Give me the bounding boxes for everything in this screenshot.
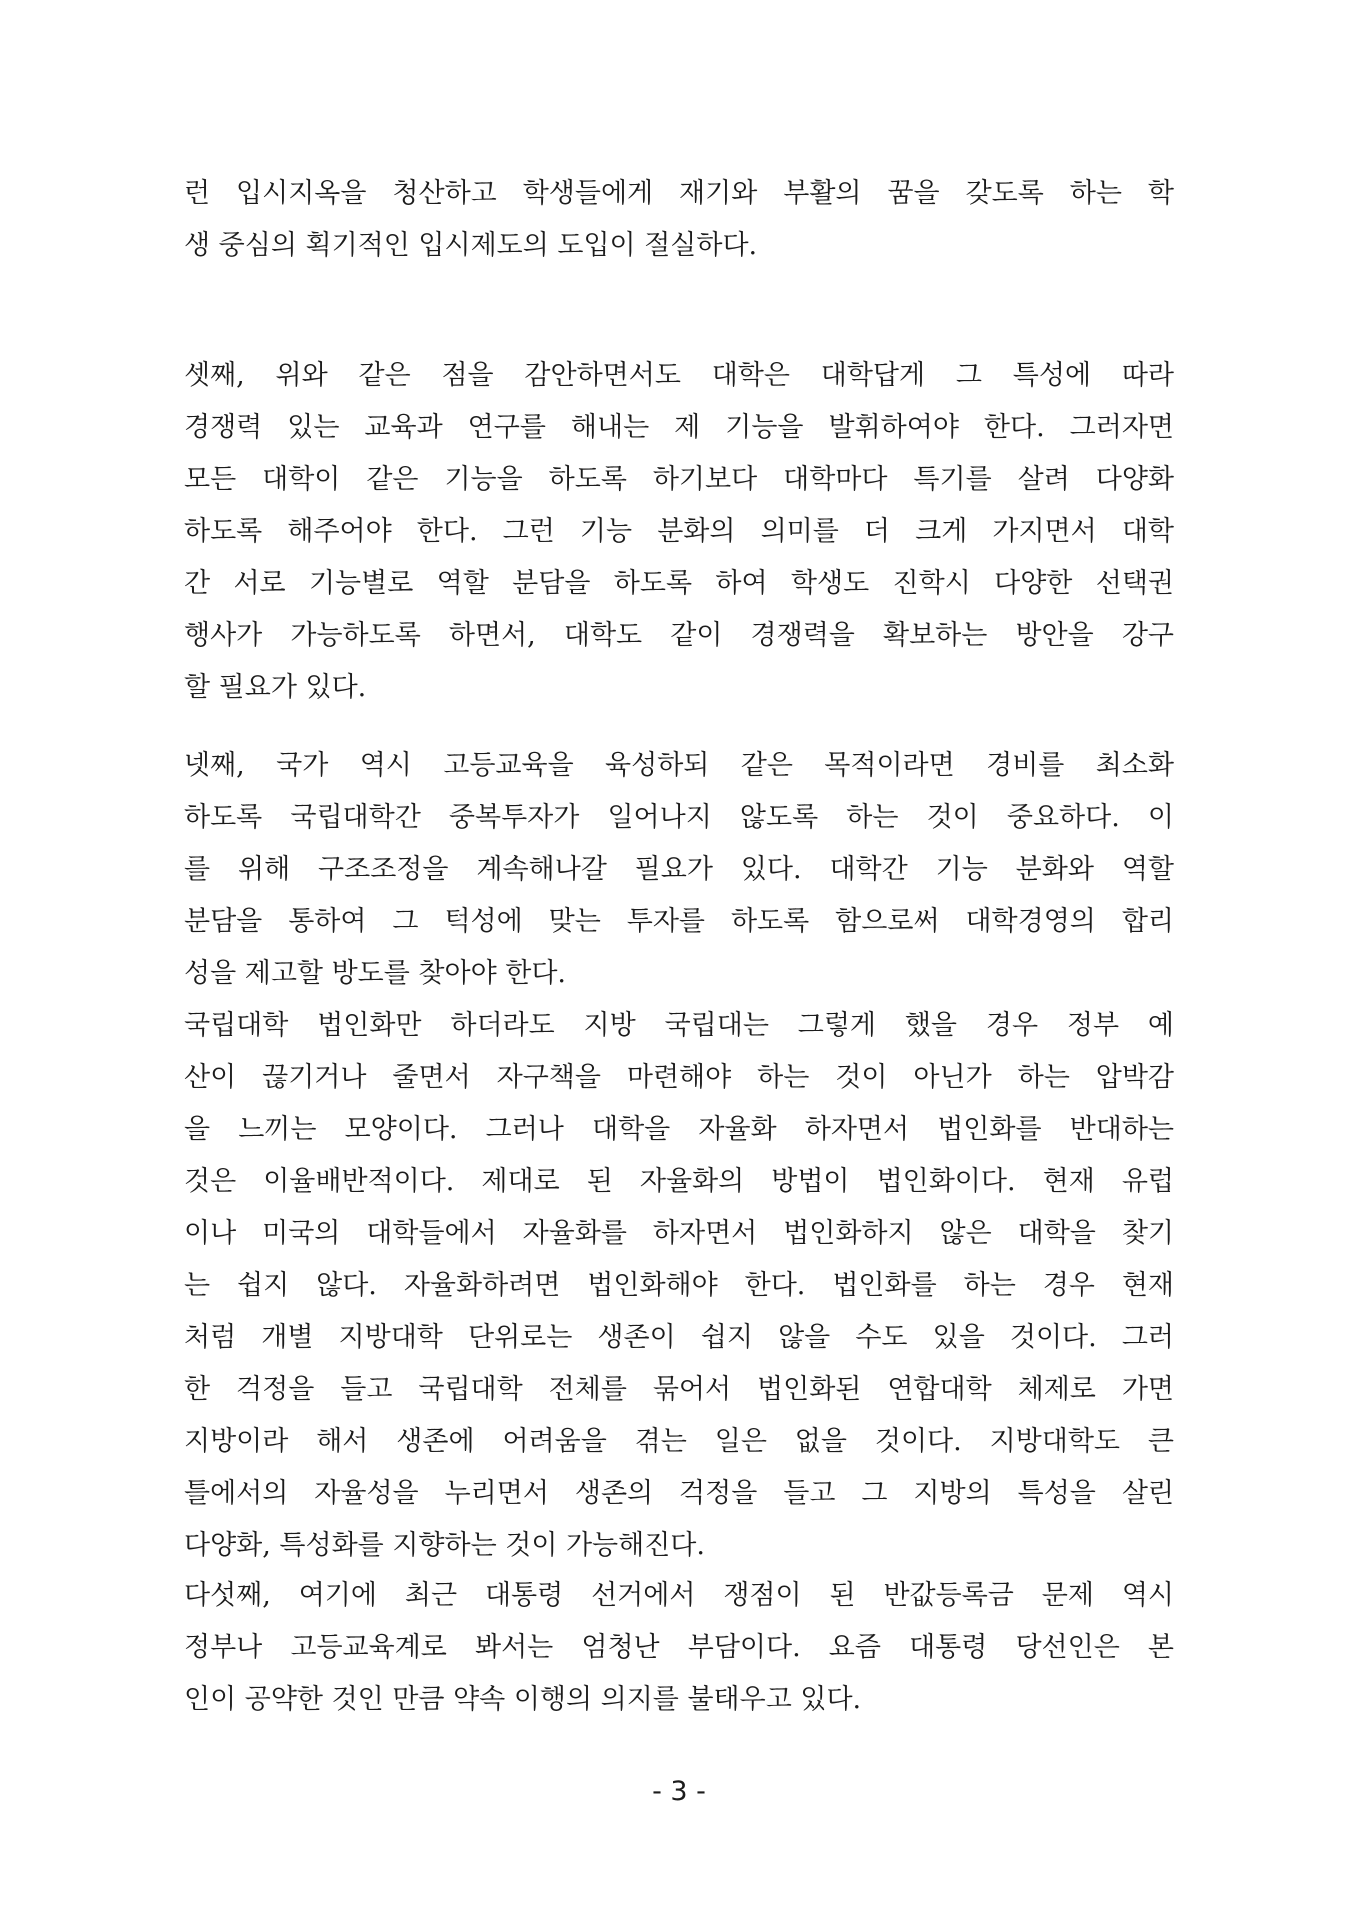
- text-line: 국립대학 법인화만 하더라도 지방 국립대는 그렇게 했을 경우 정부 예: [184, 1010, 1174, 1041]
- text-line: 분담을 통하여 그 턱성에 맞는 투자를 하도록 함으로써 대학경영의 합리: [184, 906, 1174, 937]
- text-line: 할 필요가 있다.: [184, 672, 367, 703]
- text-line: 하도록 해주어야 한다. 그런 기능 분화의 의미를 더 크게 가지면서 대학: [184, 516, 1174, 547]
- text-line: 이나 미국의 대학들에서 자율화를 하자면서 법인화하지 않은 대학을 찾기: [184, 1218, 1174, 1249]
- text-line: 처럼 개별 지방대학 단위로는 생존이 쉽지 않을 수도 있을 것이다. 그러: [184, 1322, 1174, 1353]
- text-line: 경쟁력 있는 교육과 연구를 해내는 제 기능을 발휘하여야 한다. 그러자면: [184, 412, 1174, 443]
- text-line: 것은 이율배반적이다. 제대로 된 자율화의 방법이 법인화이다. 현재 유럽: [184, 1166, 1174, 1197]
- text-line: 간 서로 기능별로 역할 분담을 하도록 하여 학생도 진학시 다양한 선택권: [184, 568, 1174, 599]
- text-line: 모든 대학이 같은 기능을 하도록 하기보다 대학마다 특기를 살려 다양화: [184, 464, 1174, 495]
- text-line: 인이 공약한 것인 만큼 약속 이행의 의지를 불태우고 있다.: [184, 1684, 862, 1715]
- text-line: 다섯째, 여기에 최근 대통령 선거에서 쟁점이 된 반값등록금 문제 역시: [184, 1580, 1174, 1611]
- text-line: 런 입시지옥을 청산하고 학생들에게 재기와 부활의 꿈을 갖도록 하는 학: [184, 178, 1174, 209]
- text-line: 셋째, 위와 같은 점을 감안하면서도 대학은 대학답게 그 특성에 따라: [184, 360, 1174, 391]
- text-line: 행사가 가능하도록 하면서, 대학도 같이 경쟁력을 확보하는 방안을 강구: [184, 620, 1174, 651]
- text-line: 산이 끊기거나 줄면서 자구책을 마련해야 하는 것이 아닌가 하는 압박감: [184, 1062, 1174, 1093]
- page-number: - 3 -: [652, 1776, 706, 1807]
- text-line: 를 위해 구조조정을 계속해나갈 필요가 있다. 대학간 기능 분화와 역할: [184, 854, 1174, 885]
- text-line: 정부나 고등교육계로 봐서는 엄청난 부담이다. 요즘 대통령 당선인은 본: [184, 1632, 1174, 1663]
- text-line: 하도록 국립대학간 중복투자가 일어나지 않도록 하는 것이 중요하다. 이: [184, 802, 1174, 833]
- paragraph-2: [184, 350, 1174, 714]
- paragraph-1: [184, 168, 1174, 272]
- text-line: 지방이라 해서 생존에 어려움을 겪는 일은 없을 것이다. 지방대학도 큰: [184, 1426, 1174, 1457]
- paragraph-3: [184, 740, 1174, 1000]
- paragraph-4: [184, 1000, 1174, 1572]
- text-line: 한 걱정을 들고 국립대학 전체를 묶어서 법인화된 연합대학 체제로 가면: [184, 1374, 1174, 1405]
- text-line: 을 느끼는 모양이다. 그러나 대학을 자율화 하자면서 법인화를 반대하는: [184, 1114, 1174, 1145]
- text-line: 는 쉽지 않다. 자율화하려면 법인화해야 한다. 법인화를 하는 경우 현재: [184, 1270, 1174, 1301]
- text-line: 틀에서의 자율성을 누리면서 생존의 걱정을 들고 그 지방의 특성을 살린: [184, 1478, 1174, 1509]
- text-line: 다양화, 특성화를 지향하는 것이 가능해진다.: [184, 1530, 705, 1561]
- text-line: 생 중심의 획기적인 입시제도의 도입이 절실하다.: [184, 230, 758, 261]
- text-line: 넷째, 국가 역시 고등교육을 육성하되 같은 목적이라면 경비를 최소화: [184, 750, 1174, 781]
- paragraph-5: [184, 1570, 1174, 1726]
- text-line: 성을 제고할 방도를 찾아야 한다.: [184, 958, 566, 989]
